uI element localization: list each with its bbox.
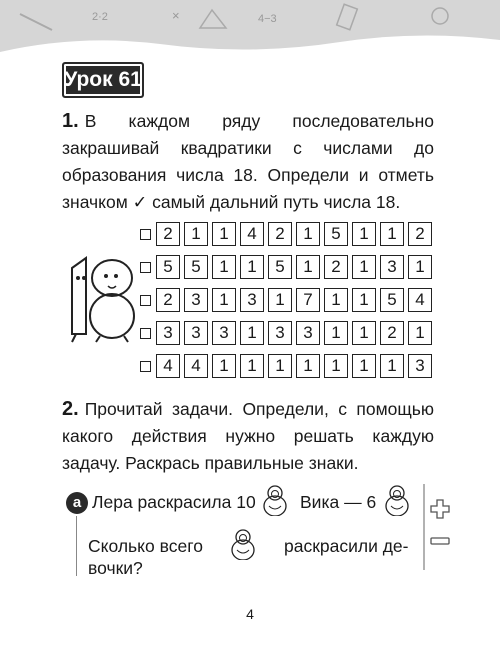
number-cell[interactable]: 1 xyxy=(324,288,348,312)
problem-a-line-1: Лера раскрасила 10 xyxy=(92,492,256,512)
number-cell[interactable]: 3 xyxy=(296,321,320,345)
number-cell[interactable]: 3 xyxy=(268,321,292,345)
number-cell[interactable]: 4 xyxy=(184,354,208,378)
grid-row xyxy=(140,288,436,312)
problem-a-marker: а xyxy=(66,492,88,514)
grid-row xyxy=(140,354,436,378)
number-cell[interactable]: 1 xyxy=(380,354,404,378)
lesson-badge: Урок 61 xyxy=(62,62,144,98)
number-cell[interactable]: 2 xyxy=(324,255,348,279)
number-cell[interactable]: 1 xyxy=(268,354,292,378)
number-cell[interactable]: 2 xyxy=(156,222,180,246)
number-cell[interactable]: 1 xyxy=(212,354,236,378)
svg-text:×: × xyxy=(172,8,180,23)
number-cell[interactable]: 1 xyxy=(352,288,376,312)
number-cell[interactable]: 1 xyxy=(268,288,292,312)
problem-a-line-3: Сколько всего xyxy=(88,536,203,556)
number-cell[interactable]: 1 xyxy=(296,222,320,246)
row-checkbox[interactable] xyxy=(140,361,151,372)
number-cell[interactable]: 5 xyxy=(380,288,404,312)
number-cell[interactable]: 1 xyxy=(184,222,208,246)
number-cell[interactable]: 5 xyxy=(324,222,348,246)
number-cell[interactable]: 5 xyxy=(156,255,180,279)
number-cell[interactable]: 1 xyxy=(408,321,432,345)
number-cell[interactable]: 1 xyxy=(240,255,264,279)
problem-a-line-2: Вика — 6 xyxy=(300,492,377,512)
number-cell[interactable]: 1 xyxy=(240,321,264,345)
task-1-number: 1. xyxy=(62,110,79,132)
number-cell[interactable]: 7 xyxy=(296,288,320,312)
task-1-text xyxy=(62,108,434,216)
number-cell[interactable]: 1 xyxy=(240,354,264,378)
task-1-instruction: В каждом ряду последовательно закрашивай квадратики с числами до образования числа 18. Определи и отметь значком ✓ самый дальний путь числа 18. xyxy=(62,111,434,212)
number-cell[interactable]: 1 xyxy=(352,255,376,279)
plus-sign-icon[interactable] xyxy=(431,500,449,518)
matryoshka-doll-icon xyxy=(230,528,256,560)
matryoshka-doll-icon xyxy=(384,484,410,516)
number-cell[interactable]: 4 xyxy=(408,288,432,312)
number-cell[interactable]: 4 xyxy=(156,354,180,378)
header-doodle-band xyxy=(0,0,500,58)
number-cell[interactable]: 3 xyxy=(212,321,236,345)
task-2-number: 2. xyxy=(62,398,79,420)
number-cell[interactable]: 5 xyxy=(184,255,208,279)
number-cell[interactable]: 1 xyxy=(352,222,376,246)
minus-sign-icon[interactable] xyxy=(431,538,449,544)
number-cell[interactable]: 1 xyxy=(352,354,376,378)
number-cell[interactable]: 1 xyxy=(324,321,348,345)
number-cell[interactable]: 3 xyxy=(184,288,208,312)
matryoshka-doll-icon xyxy=(262,484,288,516)
number-cell[interactable]: 1 xyxy=(296,354,320,378)
number-cell[interactable]: 3 xyxy=(408,354,432,378)
problem-divider xyxy=(76,516,77,576)
number-cell[interactable]: 3 xyxy=(240,288,264,312)
number-cell[interactable]: 1 xyxy=(212,288,236,312)
row-checkbox[interactable] xyxy=(140,328,151,339)
problem-a-line-4: раскрасили де- xyxy=(284,536,409,556)
page-number: 4 xyxy=(246,606,254,622)
number-cell[interactable]: 3 xyxy=(184,321,208,345)
problem-a-line-5: вочки? xyxy=(88,558,143,578)
svg-text:2·2: 2·2 xyxy=(92,11,108,23)
number-cell[interactable]: 1 xyxy=(408,255,432,279)
number-cell[interactable]: 2 xyxy=(268,222,292,246)
task-2-instruction: Прочитай задачи. Определи, с помощью какого действия нужно решать каждую задачу. Раскрась правильные знаки. xyxy=(62,399,434,473)
number-cell[interactable]: 1 xyxy=(212,255,236,279)
row-checkbox[interactable] xyxy=(140,229,151,240)
number-cell[interactable]: 1 xyxy=(352,321,376,345)
number-cell[interactable]: 2 xyxy=(156,288,180,312)
grid-row xyxy=(140,255,436,279)
row-checkbox[interactable] xyxy=(140,262,151,273)
number-cell[interactable]: 1 xyxy=(296,255,320,279)
number-cell[interactable]: 4 xyxy=(240,222,264,246)
number-cell[interactable]: 2 xyxy=(408,222,432,246)
operation-signs xyxy=(422,482,458,572)
svg-text:4−3: 4−3 xyxy=(258,13,277,25)
row-checkbox[interactable] xyxy=(140,295,151,306)
number-cell[interactable]: 1 xyxy=(212,222,236,246)
number-cell[interactable]: 1 xyxy=(324,354,348,378)
number-cell[interactable]: 5 xyxy=(268,255,292,279)
number-cell[interactable]: 2 xyxy=(380,321,404,345)
number-cell[interactable]: 3 xyxy=(156,321,180,345)
number-cell[interactable]: 3 xyxy=(380,255,404,279)
number-grid xyxy=(140,222,436,387)
grid-row xyxy=(140,222,436,246)
task-2-text xyxy=(62,396,434,477)
number-18-mascot-icon xyxy=(60,248,140,344)
number-cell[interactable]: 1 xyxy=(380,222,404,246)
grid-row xyxy=(140,321,436,345)
